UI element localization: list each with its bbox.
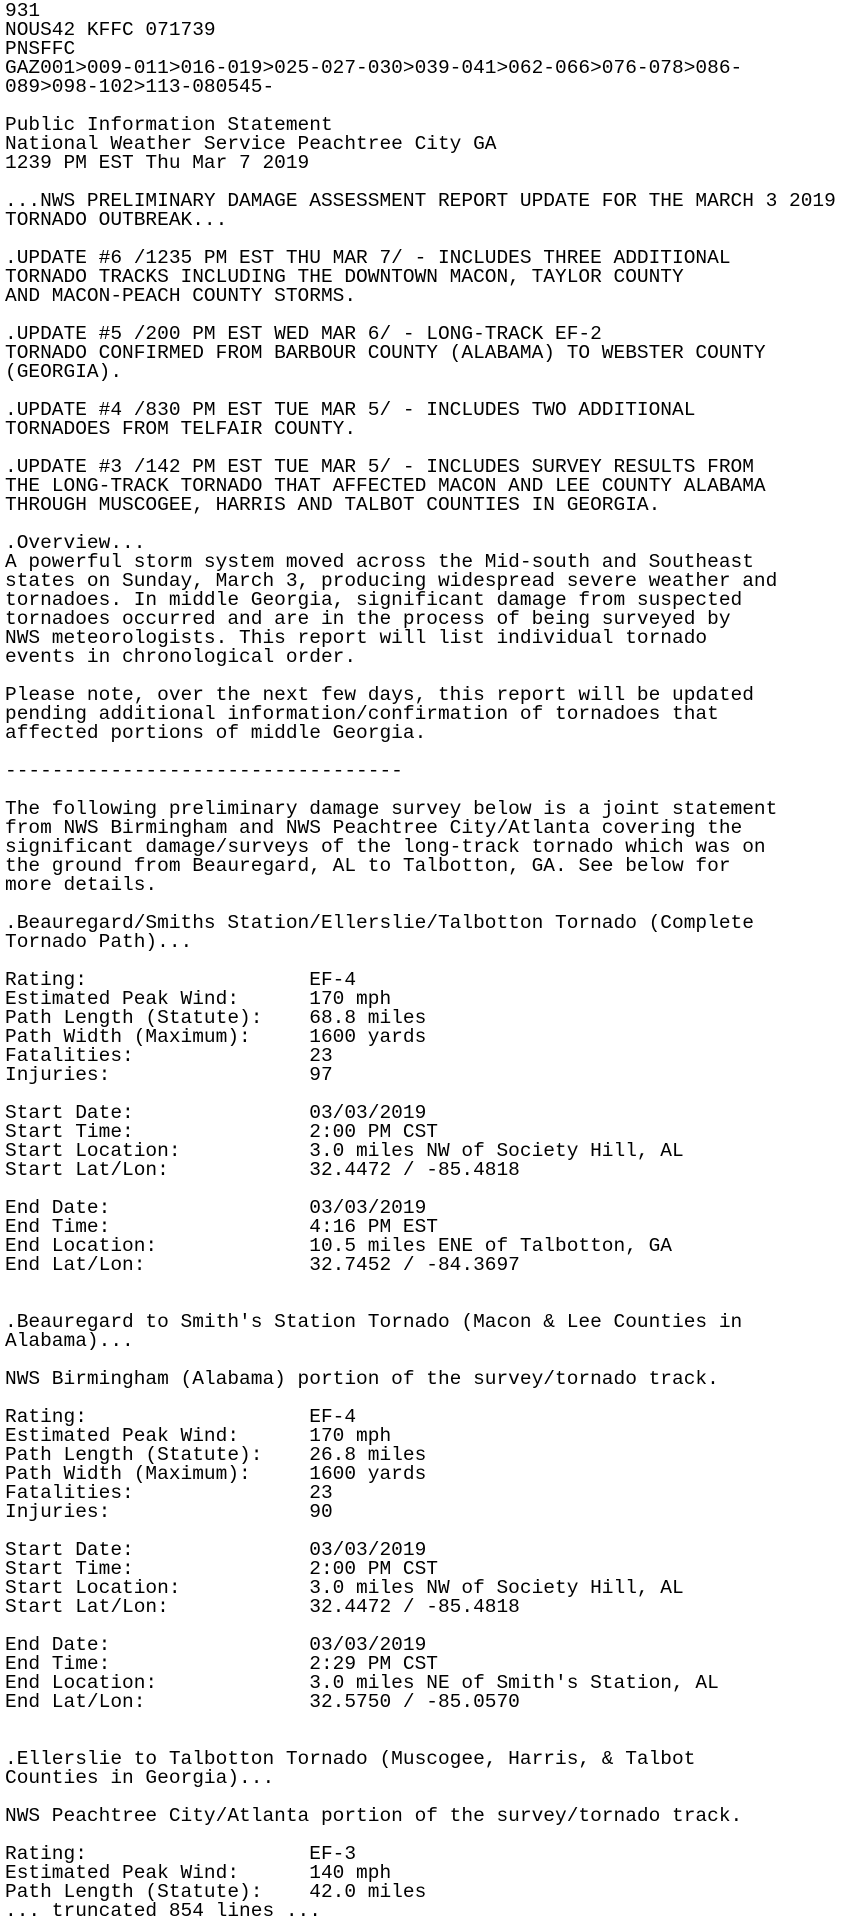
text-line: NWS meteorologists. This report will list individual tornado [5, 627, 708, 649]
text-line: states on Sunday, March 3, producing widespread severe weather and [5, 570, 778, 592]
text-line: NOUS42 KFFC 071739 [5, 19, 216, 41]
text-line: Start Time: 2:00 PM CST [5, 1121, 438, 1143]
text-line: TORNADO CONFIRMED FROM BARBOUR COUNTY (ALABAMA) TO WEBSTER COUNTY [5, 342, 766, 364]
text-line: significant damage/surveys of the long-track tornado which was on [5, 836, 766, 858]
text-line: .Ellerslie to Talbotton Tornado (Muscogee, Harris, & Talbot [5, 1748, 696, 1770]
text-line: Tornado Path)... [5, 931, 193, 953]
text-line: End Location: 10.5 miles ENE of Talbotton, GA [5, 1235, 673, 1257]
text-line: .UPDATE #5 /200 PM EST WED MAR 6/ - LONG-TRACK EF-2 [5, 323, 602, 345]
text-line: A powerful storm system moved across the Mid-south and Southeast [5, 551, 754, 573]
text-line: Start Location: 3.0 miles NW of Society Hill, AL [5, 1577, 684, 1599]
text-line: Estimated Peak Wind: 170 mph [5, 988, 392, 1010]
text-line: Path Width (Maximum): 1600 yards [5, 1463, 427, 1485]
text-line: End Date: 03/03/2019 [5, 1197, 427, 1219]
text-line: TORNADO OUTBREAK... [5, 209, 228, 231]
text-line: THE LONG-TRACK TORNADO THAT AFFECTED MACON AND LEE COUNTY ALABAMA [5, 475, 766, 497]
text-line: End Time: 2:29 PM CST [5, 1653, 438, 1675]
text-line: Alabama)... [5, 1330, 134, 1352]
text-line: Rating: EF-4 [5, 969, 357, 991]
text-line: End Location: 3.0 miles NE of Smith's Station, AL [5, 1672, 719, 1694]
text-line: PNSFFC [5, 38, 76, 60]
text-line: End Lat/Lon: 32.7452 / -84.3697 [5, 1254, 520, 1276]
text-line: THROUGH MUSCOGEE, HARRIS AND TALBOT COUNTIES IN GEORGIA. [5, 494, 661, 516]
text-line: the ground from Beauregard, AL to Talbotton, GA. See below for [5, 855, 731, 877]
text-line: affected portions of middle Georgia. [5, 722, 427, 744]
text-line: .UPDATE #4 /830 PM EST TUE MAR 5/ - INCLUDES TWO ADDITIONAL [5, 399, 696, 421]
text-line: Path Length (Statute): 26.8 miles [5, 1444, 427, 1466]
text-line: TORNADOES FROM TELFAIR COUNTY. [5, 418, 357, 440]
text-line: .Overview... [5, 532, 146, 554]
text-line: 089>098-102>113-080545- [5, 76, 275, 98]
text-line: Estimated Peak Wind: 170 mph [5, 1425, 392, 1447]
text-line: End Date: 03/03/2019 [5, 1634, 427, 1656]
text-line: The following preliminary damage survey below is a joint statement [5, 798, 778, 820]
text-line: Injuries: 90 [5, 1501, 333, 1523]
text-line: tornadoes. In middle Georgia, significant damage from suspected [5, 589, 743, 611]
text-line: ---------------------------------- [5, 760, 403, 782]
text-line: Start Lat/Lon: 32.4472 / -85.4818 [5, 1159, 520, 1181]
text-line: Injuries: 97 [5, 1064, 333, 1086]
text-line: Start Date: 03/03/2019 [5, 1539, 427, 1561]
text-line: Please note, over the next few days, this report will be updated [5, 684, 754, 706]
text-line: ...NWS PRELIMINARY DAMAGE ASSESSMENT REPORT UPDATE FOR THE MARCH 3 2019 [5, 190, 836, 212]
text-line: GAZ001>009-011>016-019>025-027-030>039-041>062-066>076-078>086- [5, 57, 743, 79]
text-line: NWS Birmingham (Alabama) portion of the survey/tornado track. [5, 1368, 719, 1390]
text-line: Start Time: 2:00 PM CST [5, 1558, 438, 1580]
text-line: 931 [5, 0, 41, 22]
blank-line [5, 1712, 861, 1731]
text-line: Path Length (Statute): 68.8 miles [5, 1007, 427, 1029]
text-line: events in chronological order. [5, 646, 357, 668]
text-line: Start Location: 3.0 miles NW of Society Hill, AL [5, 1140, 684, 1162]
text-line: Rating: EF-4 [5, 1406, 357, 1428]
text-line: Start Date: 03/03/2019 [5, 1102, 427, 1124]
text-line: Rating: EF-3 [5, 1843, 357, 1865]
text-line: .Beauregard/Smiths Station/Ellerslie/Talbotton Tornado (Complete [5, 912, 754, 934]
text-line: .UPDATE #6 /1235 PM EST THU MAR 7/ - INCLUDES THREE ADDITIONAL [5, 247, 731, 269]
text-line: Path Width (Maximum): 1600 yards [5, 1026, 427, 1048]
text-line: from NWS Birmingham and NWS Peachtree City/Atlanta covering the [5, 817, 743, 839]
text-line: Public Information Statement [5, 114, 333, 136]
text-line: (GEORGIA). [5, 361, 123, 383]
text-line: more details. [5, 874, 158, 896]
text-line: .Beauregard to Smith's Station Tornado (Macon & Lee Counties in [5, 1311, 743, 1333]
text-line: ... truncated 854 lines ... [5, 1900, 321, 1922]
text-line: tornadoes occurred and are in the process of being surveyed by [5, 608, 731, 630]
text-line: Path Length (Statute): 42.0 miles [5, 1881, 427, 1903]
text-line: End Time: 4:16 PM EST [5, 1216, 438, 1238]
blank-line [5, 1275, 861, 1294]
text-line: Start Lat/Lon: 32.4472 / -85.4818 [5, 1596, 520, 1618]
text-line: End Lat/Lon: 32.5750 / -85.0570 [5, 1691, 520, 1713]
text-line: Fatalities: 23 [5, 1045, 333, 1067]
text-line: AND MACON-PEACH COUNTY STORMS. [5, 285, 357, 307]
text-line: Fatalities: 23 [5, 1482, 333, 1504]
text-line: pending additional information/confirmation of tornadoes that [5, 703, 719, 725]
text-line: .UPDATE #3 /142 PM EST TUE MAR 5/ - INCLUDES SURVEY RESULTS FROM [5, 456, 754, 478]
text-line: 1239 PM EST Thu Mar 7 2019 [5, 152, 310, 174]
text-line: TORNADO TRACKS INCLUDING THE DOWNTOWN MACON, TAYLOR COUNTY [5, 266, 684, 288]
text-line: NWS Peachtree City/Atlanta portion of the survey/tornado track. [5, 1805, 743, 1827]
text-line: National Weather Service Peachtree City GA [5, 133, 497, 155]
text-line: Estimated Peak Wind: 140 mph [5, 1862, 392, 1884]
text-line: Counties in Georgia)... [5, 1767, 275, 1789]
